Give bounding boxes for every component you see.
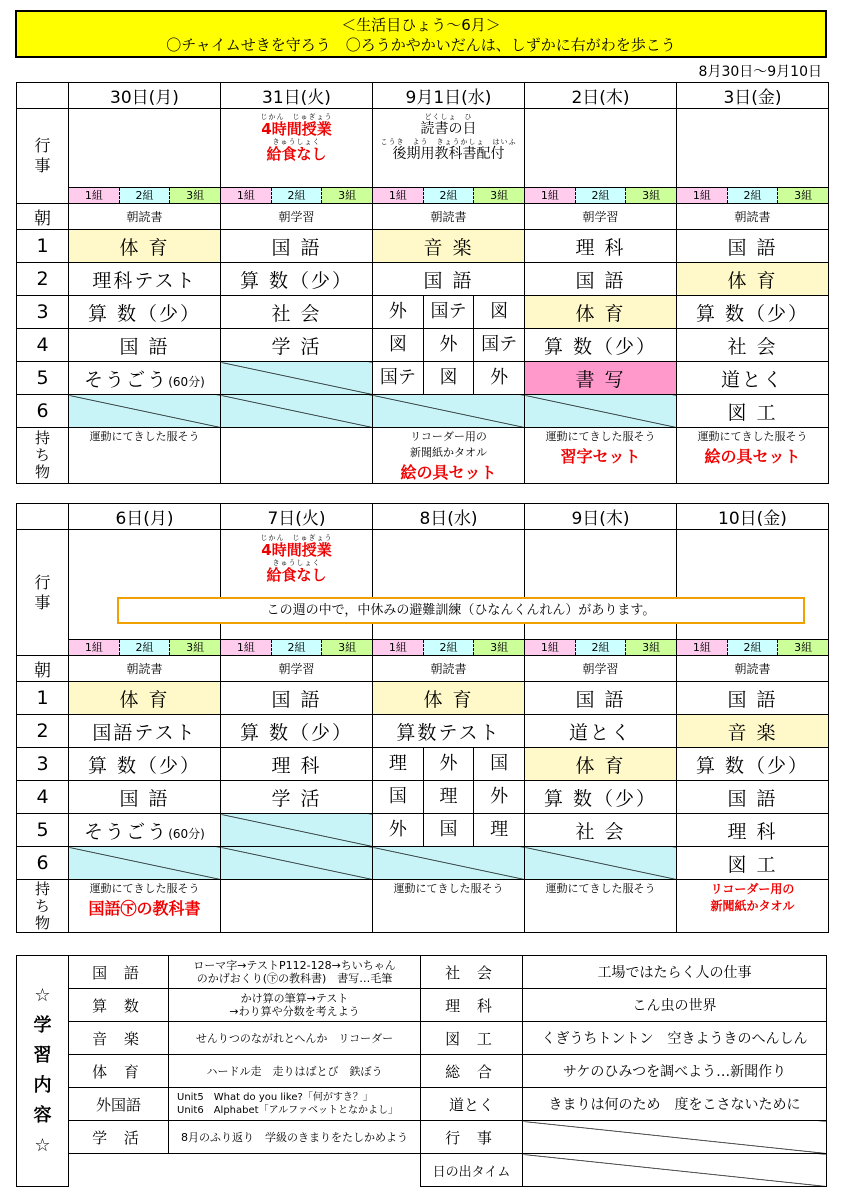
belongings-cell: リコーダー用の 新聞紙かタオル — [677, 880, 829, 933]
belongings-cell: 運動にてきした服そう 絵の具セット — [677, 428, 829, 484]
empty-cell — [69, 847, 221, 880]
lesson-cell: 国語テスト — [69, 715, 221, 748]
study-content-label: ☆ 学 習 内 容 ☆ — [17, 956, 69, 1187]
lesson-cell: 算 数（少） — [525, 781, 677, 814]
goal-title: ＜生活目ひょう〜6月＞ — [341, 16, 501, 34]
evacuation-drill-notice: この週の中で，中休みの避難訓練（ひなんくんれん）があります。 — [117, 597, 805, 624]
subject-name: 図 工 — [421, 1022, 523, 1055]
lesson-cell: 社 会 — [221, 296, 373, 329]
lesson-cell: 音 楽 — [677, 715, 829, 748]
belongings-cell: 運動にてきした服そう 国語㊦の教科書 — [69, 880, 221, 933]
class-row: 1組 2組 3組 1組 2組 3組 1組 2組 3組 1組 2組 3組 1組 2組 3組 — [17, 188, 829, 204]
morning-cell: 朝読書 — [373, 656, 525, 682]
lesson-cell: 算数テスト — [373, 715, 525, 748]
period-row — [17, 296, 829, 329]
lesson-cell: 理 科 — [525, 230, 677, 263]
period-number: 1 — [17, 682, 69, 715]
period-number: 2 — [17, 263, 69, 296]
period-number: 6 — [17, 847, 69, 880]
day-header-row — [17, 83, 829, 109]
lesson-cell: 国 語 — [69, 781, 221, 814]
lesson-cell: 体 育 — [69, 682, 221, 715]
subject-content — [523, 1121, 827, 1154]
week1-schedule — [16, 82, 829, 484]
period-number: 1 — [17, 230, 69, 263]
period-row — [17, 263, 829, 296]
lesson-cell: 学 活 — [221, 781, 373, 814]
morning-row — [17, 656, 829, 682]
period-row — [17, 715, 829, 748]
lesson-cell: 理科テスト — [69, 263, 221, 296]
subject-content: サケのひみつを調べよう…新聞作り — [523, 1055, 827, 1088]
subject-name: 算 数 — [69, 989, 169, 1022]
period-number: 6 — [17, 395, 69, 428]
morning-row — [17, 204, 829, 230]
subject-content: せんりつのながれとへんか リコーダー — [169, 1022, 421, 1055]
belongings-cell: 運動にてきした服そう 習字セット — [525, 428, 677, 484]
day-header: 30日(月) — [69, 83, 221, 109]
morning-cell: 朝読書 — [677, 204, 829, 230]
subject-name: 行 事 — [421, 1121, 523, 1154]
lesson-cell: 図 工 — [677, 395, 829, 428]
day-header: 31日(火) — [221, 83, 373, 109]
corner-cell — [17, 83, 69, 109]
morning-cell: 朝学習 — [221, 204, 373, 230]
class-row: 1組 2組 3組 1組 2組 3組 1組 2組 3組 1組 2組 3組 1組 2組 3組 — [17, 640, 829, 656]
empty-cell — [221, 847, 373, 880]
lesson-cell: 算 数（少） — [69, 748, 221, 781]
lesson-cell: 社 会 — [525, 814, 677, 847]
subject-content: きまりは何のため 度をこさないために — [523, 1088, 827, 1121]
belongings-cell — [221, 880, 373, 933]
corner-cell — [17, 504, 69, 530]
lesson-cell: 国 語 — [525, 263, 677, 296]
belongings-cell: リコーダー用の 新聞紙かタオル 絵の具セット — [373, 428, 525, 484]
lesson-cell-split: 外 国テ 図 — [373, 296, 525, 329]
event-cell: じかん じゅぎょう 4時間授業 きゅうしょく 給食なし — [221, 530, 373, 640]
day-header: 2日(木) — [525, 83, 677, 109]
lesson-cell: 学 活 — [221, 329, 373, 362]
event-cell — [677, 109, 829, 188]
lesson-cell: 国 語 — [69, 329, 221, 362]
lesson-cell: 算 数（少） — [525, 329, 677, 362]
events-row — [17, 109, 829, 188]
day-header: 9月1日(水) — [373, 83, 525, 109]
blank-area — [69, 1154, 421, 1187]
period-number: 4 — [17, 329, 69, 362]
day-header: 3日(金) — [677, 83, 829, 109]
morning-cell: 朝学習 — [525, 656, 677, 682]
lesson-cell: そうごう(60分) — [69, 814, 221, 847]
belongings-label: 持 ち 物 — [17, 428, 69, 484]
lesson-cell: 道とく — [525, 715, 677, 748]
lesson-cell: 社 会 — [677, 329, 829, 362]
lesson-cell-split: 理 外 国 — [373, 748, 525, 781]
lesson-cell: 国 語 — [221, 230, 373, 263]
lesson-cell: 算 数（少） — [677, 296, 829, 329]
belongings-cell: 運動にてきした服そう — [525, 880, 677, 933]
study-content-table — [16, 955, 827, 1187]
subject-name: 道とく — [421, 1088, 523, 1121]
event-cell: じかん じゅぎょう 4時間授業 きゅうしょく 給食なし — [221, 109, 373, 188]
empty-cell — [221, 362, 373, 395]
morning-cell: 朝読書 — [373, 204, 525, 230]
subject-content: かけ算の筆算→テスト →わり算や分数を考えよう — [169, 989, 421, 1022]
subject-name: 理 科 — [421, 989, 523, 1022]
subject-content: ハードル走 走りはばとび 鉄ぼう — [169, 1055, 421, 1088]
period-number: 3 — [17, 748, 69, 781]
lesson-cell: 図 工 — [677, 847, 829, 880]
goal-text: 〇チャイムせきを守ろう 〇ろうかやかいだんは、しずかに右がわを歩こう — [166, 36, 676, 54]
period-row — [17, 329, 829, 362]
monthly-goal-banner — [15, 10, 827, 58]
subject-name: 音 楽 — [69, 1022, 169, 1055]
subject-name: 体 育 — [69, 1055, 169, 1088]
subject-name: 社 会 — [421, 956, 523, 989]
subject-name: 国 語 — [69, 956, 169, 989]
empty-cell — [373, 847, 525, 880]
subject-content: ローマ字→テストP112-128→ちいちゃん のかげおくり(㊦の教科書) 書写…毛筆 — [169, 956, 421, 989]
lesson-cell: 国 語 — [221, 682, 373, 715]
lesson-cell: 算 数（少） — [221, 263, 373, 296]
lesson-cell: 国 語 — [677, 781, 829, 814]
subject-content — [523, 1154, 827, 1187]
morning-label: 朝 — [17, 656, 69, 682]
lesson-cell: 算 数（少） — [221, 715, 373, 748]
empty-cell — [69, 395, 221, 428]
subject-name: 日の出タイム — [421, 1154, 523, 1187]
event-cell: どくしょ ひ 読書の日 こうき よう きょうかしょ はいふ 後期用教科書配付 — [373, 109, 525, 188]
subject-name: 学 活 — [69, 1121, 169, 1154]
belongings-cell: 運動にてきした服そう — [373, 880, 525, 933]
date-range: 8月30日〜9月10日 — [698, 64, 822, 80]
lesson-cell-split: 外 国 理 — [373, 814, 525, 847]
empty-cell — [221, 395, 373, 428]
lesson-cell: 国 語 — [677, 230, 829, 263]
lesson-cell-split: 国テ 図 外 — [373, 362, 525, 395]
events-label: 行 事 — [17, 109, 69, 204]
period-row — [17, 847, 829, 880]
empty-cell — [373, 395, 525, 428]
belongings-row — [17, 428, 829, 484]
subject-content: 工場ではたらく人の仕事 — [523, 956, 827, 989]
period-row — [17, 395, 829, 428]
day-header: 9日(木) — [525, 504, 677, 530]
belongings-label: 持 ち 物 — [17, 880, 69, 933]
subject-name: 外国語 — [69, 1088, 169, 1121]
morning-cell: 朝読書 — [69, 656, 221, 682]
lesson-cell: 体 育 — [525, 296, 677, 329]
empty-cell — [525, 395, 677, 428]
period-row — [17, 748, 829, 781]
subject-content: Unit5 What do you like?「何がすき？」 Unit6 Alphabet「アルファベットとなかよし」 — [169, 1088, 421, 1121]
day-header: 6日(月) — [69, 504, 221, 530]
morning-cell: 朝学習 — [525, 204, 677, 230]
lesson-cell: 体 育 — [373, 682, 525, 715]
belongings-row — [17, 880, 829, 933]
subject-content: くぎうちトントン 空きようきのへんしん — [523, 1022, 827, 1055]
lesson-cell: 理 科 — [221, 748, 373, 781]
lesson-cell: そうごう(60分) — [69, 362, 221, 395]
lesson-cell: 道とく — [677, 362, 829, 395]
period-row — [17, 230, 829, 263]
lesson-cell: 体 育 — [525, 748, 677, 781]
period-number: 5 — [17, 814, 69, 847]
day-header: 7日(火) — [221, 504, 373, 530]
lesson-cell-split: 国 理 外 — [373, 781, 525, 814]
morning-cell: 朝読書 — [69, 204, 221, 230]
subject-content: 8月のふり返り 学級のきまりをたしかめよう — [169, 1121, 421, 1154]
lesson-cell: 音 楽 — [373, 230, 525, 263]
event-cell — [69, 109, 221, 188]
empty-cell — [525, 847, 677, 880]
period-row — [17, 682, 829, 715]
lesson-cell: 算 数（少） — [69, 296, 221, 329]
lesson-cell: 国 語 — [677, 682, 829, 715]
day-header-row — [17, 504, 829, 530]
period-row — [17, 814, 829, 847]
day-header: 8日(水) — [373, 504, 525, 530]
period-number: 4 — [17, 781, 69, 814]
period-row — [17, 781, 829, 814]
belongings-cell — [221, 428, 373, 484]
period-number: 3 — [17, 296, 69, 329]
lesson-cell: 体 育 — [69, 230, 221, 263]
period-number: 5 — [17, 362, 69, 395]
morning-cell: 朝学習 — [221, 656, 373, 682]
period-row — [17, 362, 829, 395]
belongings-cell: 運動にてきした服そう — [69, 428, 221, 484]
week2-schedule — [16, 503, 829, 933]
empty-cell — [221, 814, 373, 847]
lesson-cell: 算 数（少） — [677, 748, 829, 781]
lesson-cell: 体 育 — [677, 263, 829, 296]
morning-label: 朝 — [17, 204, 69, 230]
subject-content: こん虫の世界 — [523, 989, 827, 1022]
morning-cell: 朝読書 — [677, 656, 829, 682]
lesson-cell: 理 科 — [677, 814, 829, 847]
day-header: 10日(金) — [677, 504, 829, 530]
lesson-cell-split: 図 外 国テ — [373, 329, 525, 362]
events-label: 行 事 — [17, 530, 69, 656]
subject-name: 総 合 — [421, 1055, 523, 1088]
period-number: 2 — [17, 715, 69, 748]
lesson-cell: 書 写 — [525, 362, 677, 395]
lesson-cell: 国 語 — [525, 682, 677, 715]
event-cell — [525, 109, 677, 188]
lesson-cell: 国 語 — [373, 263, 525, 296]
